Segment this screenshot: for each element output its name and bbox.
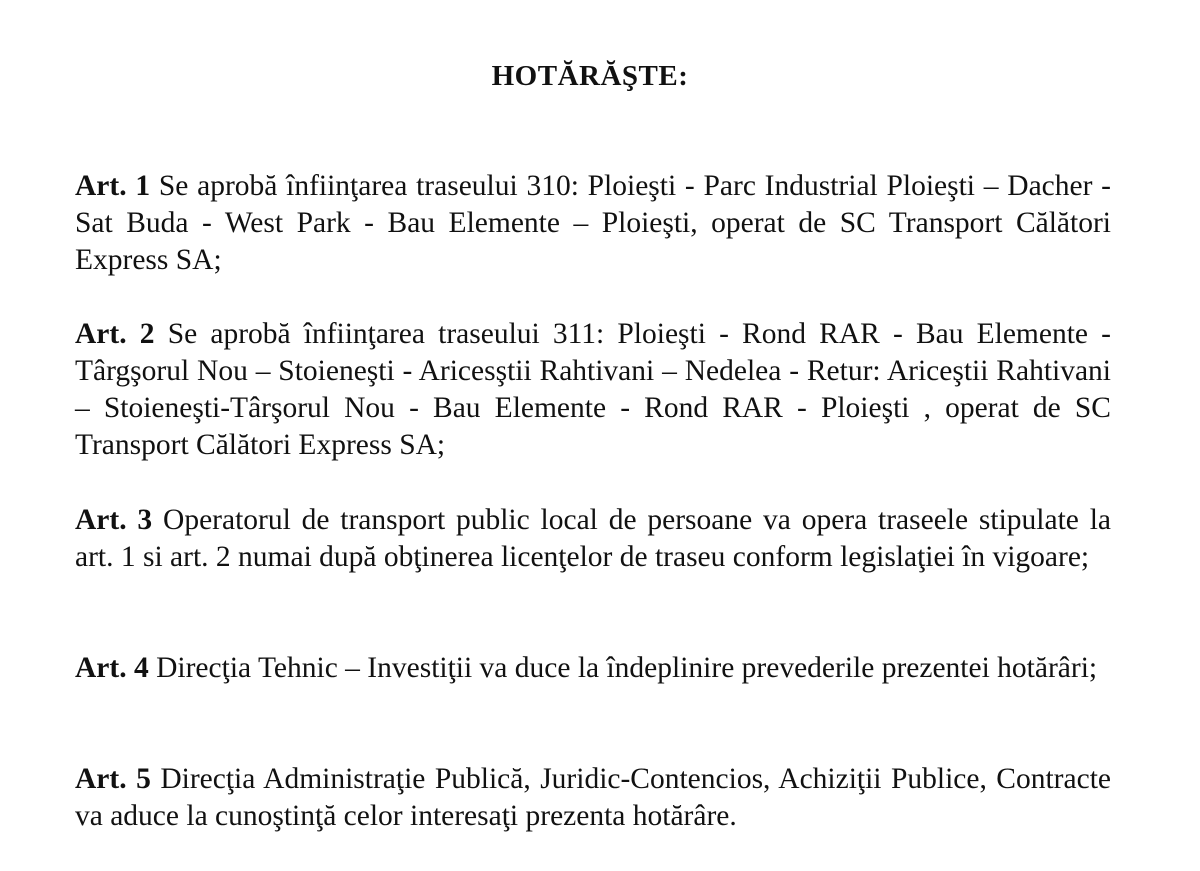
article-2-text: Se aprobă înfiinţarea traseului 311: Ploieşti - Rond RAR - Bau Elemente - Târgşorul Nou – Stoieneşti - Aricesştii Rahtivani – Nedelea - Retur: Ariceştii Rahtivani – Stoieneşti-Târşorul Nou - Bau Elemente - Rond RAR - Ploieşti , operat de SC Transport Călători Express SA; bbox=[75, 318, 1111, 461]
article-1 bbox=[75, 168, 1111, 279]
article-5-text: Direcţia Administraţie Publică, Juridic-Contencios, Achiziţii Publice, Contracte va aduce la cunoştinţă celor interesaţi prezenta hotărâre. bbox=[75, 763, 1111, 832]
article-3-label: Art. 3 bbox=[75, 504, 153, 536]
document-heading: HOTĂRĂŞTE: bbox=[491, 60, 689, 92]
article-1-text: Se aprobă înfiinţarea traseului 310: Ploieşti - Parc Industrial Ploieşti – Dacher - Sat Buda - West Park - Bau Elemente – Ploieşti, operat de SC Transport Călători Express SA; bbox=[75, 170, 1112, 276]
article-4-text: Direcţia Tehnic – Investiţii va duce la îndeplinire prevederile prezentei hotărâri; bbox=[156, 652, 1098, 684]
article-3-text: Operatorul de transport public local de persoane va opera traseele stipulate la art. 1 si art. 2 numai după obţinerea licenţelor de traseu conform legislaţiei în vigoare; bbox=[75, 504, 1111, 573]
article-5 bbox=[75, 761, 1111, 835]
article-2-label: Art. 2 bbox=[75, 318, 155, 350]
article-5-label: Art. 5 bbox=[75, 763, 151, 795]
article-3 bbox=[75, 502, 1111, 576]
article-2 bbox=[75, 316, 1111, 464]
article-4 bbox=[75, 650, 1111, 687]
article-4-label: Art. 4 bbox=[75, 652, 149, 684]
article-1-label: Art. 1 bbox=[75, 170, 151, 202]
